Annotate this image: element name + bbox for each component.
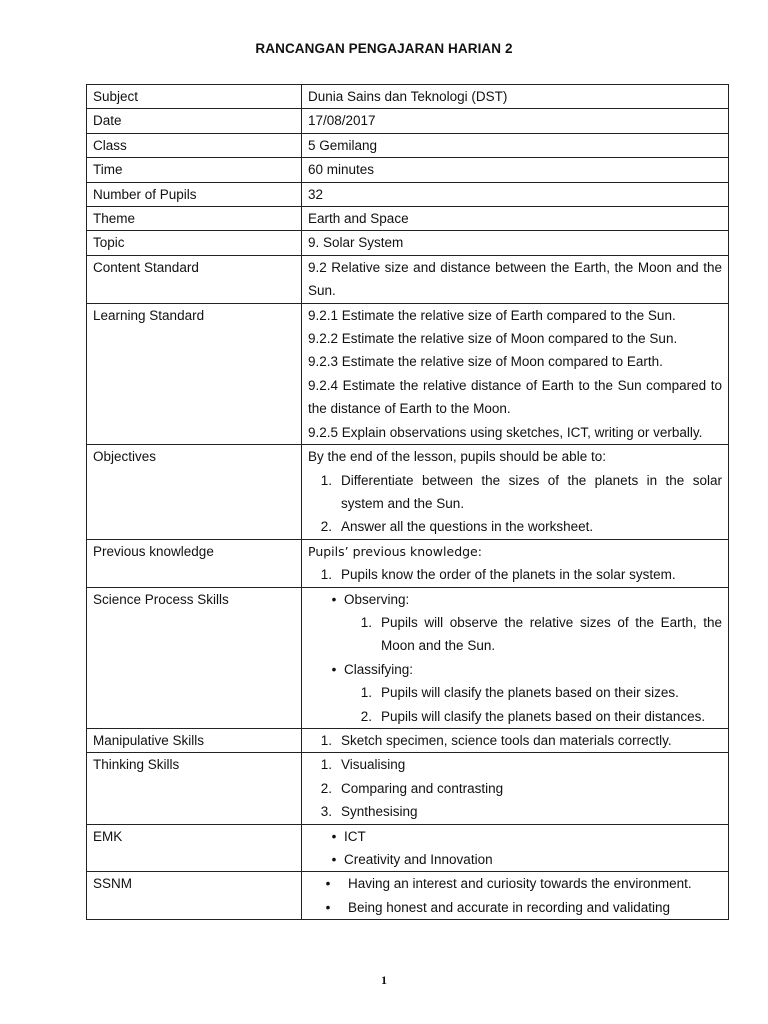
learning-standard-item: 9.2.4 Estimate the relative distance of Earth to the Sun compared to the distance of Earth to the Moon. [308,377,722,417]
list-text: Pupils know the order of the planets in the solar system. [341,567,676,583]
list-item [308,515,722,538]
row-label: Theme [87,207,302,231]
table-row-class [87,133,729,157]
row-value: Dunia Sains dan Teknologi (DST) [302,85,729,109]
list-item [308,896,722,919]
list-number: 1. [360,685,372,701]
row-value: 17/08/2017 [302,109,729,133]
lesson-plan-table [86,84,729,920]
table-row-pupils [87,182,729,206]
list-item [308,872,722,895]
row-label: Class [87,133,302,157]
list-item [324,825,722,848]
document-title: RANCANGAN PENGAJARAN HARIAN 2 [255,41,513,56]
page-number: 1 [381,973,387,987]
row-label: Learning Standard [87,303,302,444]
row-value: Earth and Space [302,207,729,231]
bullet-icon: • [331,852,337,867]
row-value [302,872,729,920]
list-item [308,469,722,516]
list-text: Creativity and Innovation [344,852,493,867]
learning-standard-item: 9.2.1 Estimate the relative size of Earth compared to the Sun. [308,307,676,323]
bullet-icon: • [331,591,337,607]
row-label: Date [87,109,302,133]
list-text: Being honest and accurate in recording and validating [348,899,670,915]
list-number: 1. [360,614,372,630]
list-text: Comparing and contrasting [341,780,504,796]
list-text: Having an interest and curiosity towards the environment. [348,876,692,892]
list-number: 1. [320,732,332,748]
table-row-emk [87,824,729,872]
row-label: Manipulative Skills [87,728,302,752]
row-label: Objectives [87,445,302,540]
table-row-subject [87,85,729,109]
list-item [324,658,722,681]
row-value: 9. Solar System [302,231,729,255]
row-label: Subject [87,85,302,109]
list-text: Visualising [341,757,406,773]
table-row-learning-standard [87,303,729,444]
list-number: 1. [320,567,332,583]
table-row-content-standard [87,255,729,303]
list-item [348,681,722,704]
table-row-science-process-skills [87,587,729,728]
row-label: Science Process Skills [87,587,302,728]
list-item [348,705,722,728]
row-label: Number of Pupils [87,182,302,206]
table-row-ssnm [87,872,729,920]
row-value [302,728,729,752]
bullet-icon: • [331,828,337,844]
previous-knowledge-intro: Pupils’ previous knowledge: [308,543,482,559]
row-value: 32 [302,182,729,206]
row-value [302,587,729,728]
learning-standard-item: 9.2.2 Estimate the relative size of Moon compared to the Sun. [308,331,678,347]
list-item [308,777,722,800]
list-number: 3. [320,804,332,820]
row-label: Topic [87,231,302,255]
list-item [324,848,722,871]
list-text: Pupils will clasify the planets based on their distances. [381,708,706,724]
bullet-icon: • [325,899,331,915]
table-row-objectives [87,445,729,540]
row-label: Time [87,158,302,182]
list-text: Observing: [344,591,410,607]
table-row-time [87,158,729,182]
row-value [302,303,729,444]
list-text: ICT [344,828,366,844]
list-text: Pupils will observe the relative sizes of the Earth, the Moon and the Sun. [381,614,722,654]
list-item [348,611,722,658]
list-item [324,588,722,611]
list-text: Sketch specimen, science tools dan materials correctly. [341,732,672,748]
row-value [302,824,729,872]
table-row-previous-knowledge [87,539,729,587]
row-value: 5 Gemilang [302,133,729,157]
list-text: Synthesising [341,804,418,820]
row-label: Previous knowledge [87,539,302,587]
table-row-manipulative-skills [87,728,729,752]
list-item [308,800,722,823]
row-label: Content Standard [87,255,302,303]
table-row-topic [87,231,729,255]
learning-standard-item: 9.2.5 Explain observations using sketches, ICT, writing or verbally. [308,424,703,440]
objectives-intro: By the end of the lesson, pupils should be able to: [308,449,606,465]
table-row-date [87,109,729,133]
learning-standard-item: 9.2.3 Estimate the relative size of Moon compared to Earth. [308,354,663,370]
table-row-thinking-skills [87,753,729,824]
list-number: 1. [320,757,332,773]
table-row-theme [87,207,729,231]
row-value [302,753,729,824]
list-text: Classifying: [344,661,414,677]
list-number: 1. [320,472,332,488]
list-item [308,563,722,586]
list-number: 2. [360,708,372,724]
list-item [308,753,722,776]
bullet-icon: • [331,661,337,677]
list-text: Answer all the questions in the worksheet. [341,519,594,535]
row-value [302,539,729,587]
bullet-icon: • [325,876,331,892]
list-text: Differentiate between the sizes of the planets in the solar system and the Sun. [341,472,722,511]
row-label: EMK [87,824,302,872]
row-value [302,445,729,540]
list-item [308,729,722,752]
list-number: 2. [320,519,332,535]
row-label: Thinking Skills [87,753,302,824]
list-number: 2. [320,780,332,796]
list-text: Pupils will clasify the planets based on their sizes. [381,685,679,701]
row-value: 60 minutes [302,158,729,182]
row-label: SSNM [87,872,302,920]
row-value: 9.2 Relative size and distance between the Earth, the Moon and the Sun. [302,255,729,303]
